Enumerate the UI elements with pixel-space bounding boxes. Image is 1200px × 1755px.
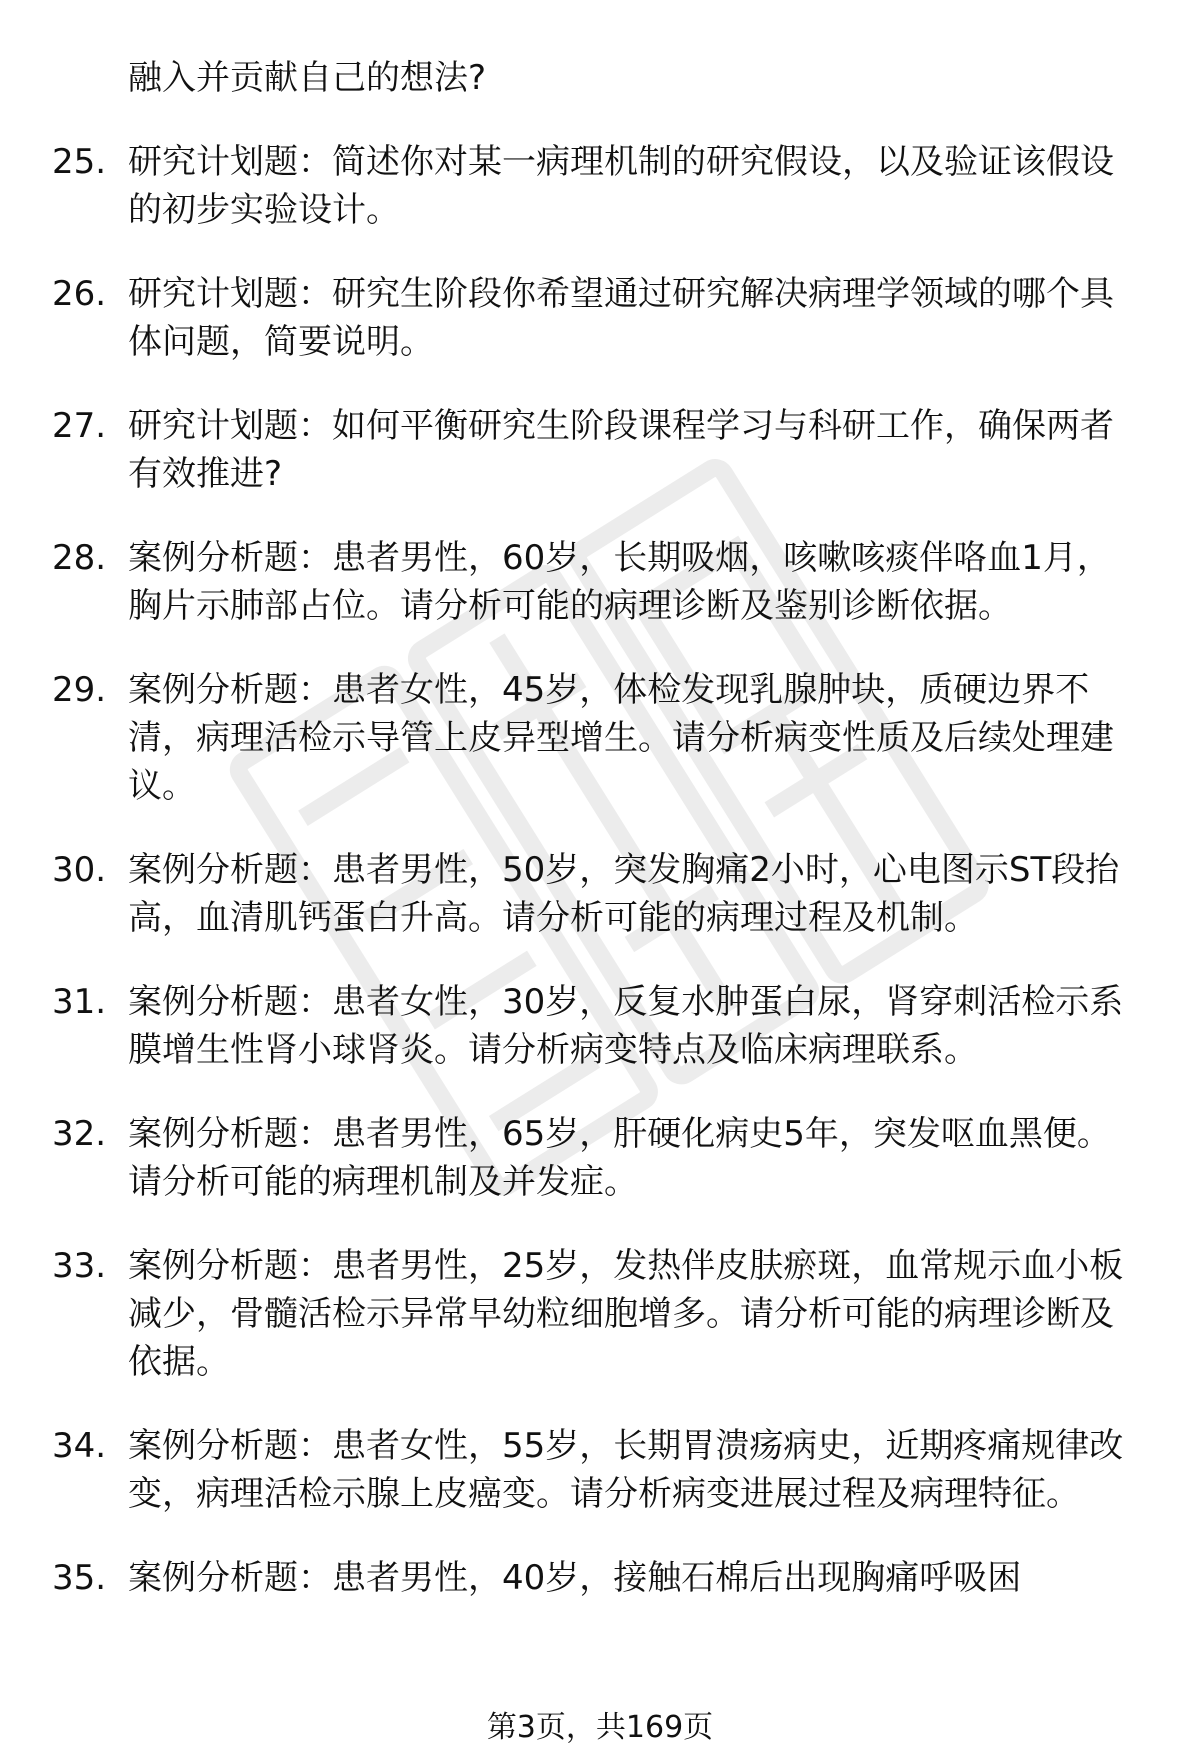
question-text: 研究计划题：简述你对某一病理机制的研究假设，以及验证该假设的初步实验设计。 [128,142,1114,230]
question-item [52,402,1138,498]
question-text: 案例分析题：患者男性，65岁，肝硬化病史5年，突发呕血黑便。请分析可能的病理机制及并发症。 [128,1114,1111,1202]
question-number: 29. [52,670,107,710]
question-number: 26. [52,274,107,314]
page-number-footer: 第3页，共169页 [486,1710,714,1745]
question-text: 案例分析题：患者女性，55岁，长期胃溃疡病史，近期疼痛规律改变，病理活检示腺上皮癌变。请分析病变进展过程及病理特征。 [128,1426,1124,1514]
question-item [52,534,1138,630]
question-text: 案例分析题：患者女性，45岁，体检发现乳腺肿块，质硬边界不清，病理活检示导管上皮异型增生。请分析病变性质及后续处理建议。 [128,670,1114,806]
question-text: 案例分析题：患者男性，50岁，突发胸痛2小时，心电图示ST段抬高，血清肌钙蛋白升高。请分析可能的病理过程及机制。 [128,850,1120,938]
question-text: 研究计划题：如何平衡研究生阶段课程学习与科研工作，确保两者有效推进? [128,406,1114,494]
question-number: 33. [52,1246,107,1286]
question-text: 案例分析题：患者男性，25岁，发热伴皮肤瘀斑，血常规示血小板减少，骨髓活检示异常早幼粒细胞增多。请分析可能的病理诊断及依据。 [128,1246,1124,1382]
question-number: 32. [52,1114,107,1154]
question-list [0,54,1200,1638]
question-text: 案例分析题：患者男性，40岁，接触石棉后出现胸痛呼吸困 [128,1558,1022,1598]
question-item [52,1422,1138,1518]
question-item [52,1110,1138,1206]
question-item [52,978,1138,1074]
question-item [52,270,1138,366]
question-item [52,666,1138,810]
question-item [52,1554,1138,1602]
question-number: 31. [52,982,107,1022]
question-number: 27. [52,406,107,446]
question-item [52,138,1138,234]
question-item [52,1242,1138,1386]
question-text: 案例分析题：患者男性，60岁，长期吸烟，咳嗽咳痰伴咯血1月，胸片示肺部占位。请分析可能的病理诊断及鉴别诊断依据。 [128,538,1111,626]
question-number: 35. [52,1558,107,1598]
question-text: 案例分析题：患者女性，30岁，反复水肿蛋白尿，肾穿刺活检示系膜增生性肾小球肾炎。请分析病变特点及临床病理联系。 [128,982,1124,1070]
question-text: 研究计划题：研究生阶段你希望通过研究解决病理学领域的哪个具体问题，简要说明。 [128,274,1114,362]
question-number: 34. [52,1426,107,1466]
question-number: 25. [52,142,107,182]
question-number: 30. [52,850,107,890]
continued-question-text: 融入并贡献自己的想法? [128,58,487,98]
question-number: 28. [52,538,107,578]
question-item [52,846,1138,942]
